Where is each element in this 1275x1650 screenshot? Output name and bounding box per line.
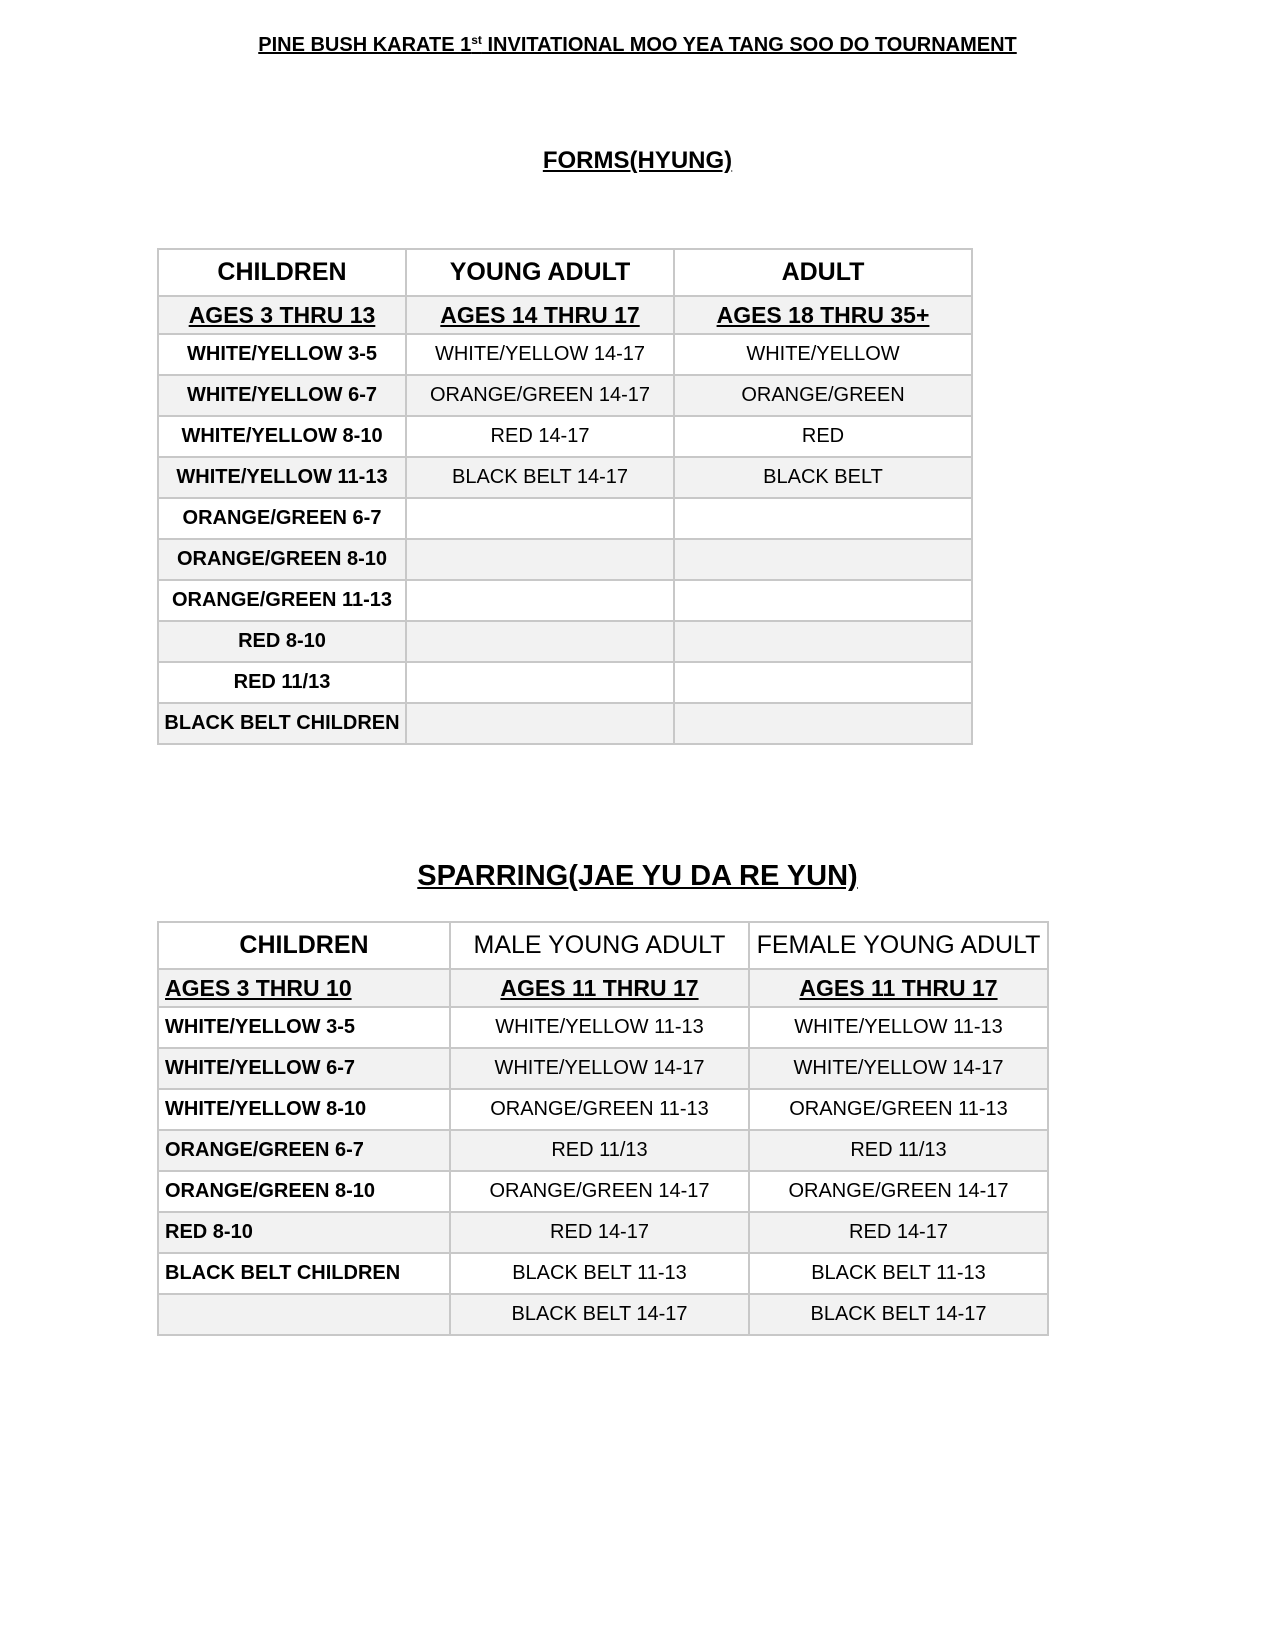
forms-section-title: FORMS(HYUNG) <box>542 147 733 174</box>
forms-division-row <box>158 334 972 375</box>
forms-division-row <box>158 703 972 744</box>
sparring-division-cell: ORANGE/GREEN 14-17 <box>450 1171 749 1212</box>
forms-division-cell: ORANGE/GREEN 8-10 <box>158 539 406 580</box>
forms-ages-row <box>158 296 972 334</box>
sparring-division-cell: WHITE/YELLOW 3-5 <box>158 1007 450 1048</box>
forms-division-cell: BLACK BELT CHILDREN <box>158 703 406 744</box>
sparring-column-header: CHILDREN <box>158 922 450 969</box>
forms-age-range: AGES 14 THRU 17 <box>406 296 674 334</box>
forms-division-cell: BLACK BELT 14-17 <box>406 457 674 498</box>
forms-division-cell: WHITE/YELLOW <box>674 334 972 375</box>
forms-division-cell: WHITE/YELLOW 14-17 <box>406 334 674 375</box>
title-superscript: st <box>471 33 482 47</box>
forms-header-row <box>158 249 972 296</box>
sparring-division-cell: RED 14-17 <box>450 1212 749 1253</box>
document-title <box>0 33 1275 57</box>
sparring-division-cell: BLACK BELT CHILDREN <box>158 1253 450 1294</box>
sparring-division-row <box>158 1253 1048 1294</box>
forms-age-range: AGES 3 THRU 13 <box>158 296 406 334</box>
sparring-table <box>157 921 1049 1336</box>
forms-division-cell <box>674 580 972 621</box>
forms-age-range: AGES 18 THRU 35+ <box>674 296 972 334</box>
sparring-division-row <box>158 1007 1048 1048</box>
sparring-division-cell: BLACK BELT 11-13 <box>749 1253 1048 1294</box>
forms-division-row <box>158 375 972 416</box>
sparring-column-header: FEMALE YOUNG ADULT <box>749 922 1048 969</box>
sparring-division-cell: WHITE/YELLOW 8-10 <box>158 1089 450 1130</box>
sparring-division-cell: BLACK BELT 11-13 <box>450 1253 749 1294</box>
forms-division-cell: ORANGE/GREEN 11-13 <box>158 580 406 621</box>
sparring-division-row <box>158 1294 1048 1335</box>
sparring-division-cell: ORANGE/GREEN 8-10 <box>158 1171 450 1212</box>
forms-division-cell <box>406 498 674 539</box>
sparring-division-cell: BLACK BELT 14-17 <box>450 1294 749 1335</box>
forms-division-cell: RED 11/13 <box>158 662 406 703</box>
sparring-age-range: AGES 11 THRU 17 <box>749 969 1048 1007</box>
sparring-division-row <box>158 1130 1048 1171</box>
forms-division-cell <box>674 662 972 703</box>
sparring-section-title: SPARRING(JAE YU DA RE YUN) <box>417 860 858 892</box>
forms-division-row <box>158 457 972 498</box>
sparring-division-row <box>158 1089 1048 1130</box>
forms-division-row <box>158 662 972 703</box>
forms-division-row <box>158 416 972 457</box>
forms-division-cell: WHITE/YELLOW 6-7 <box>158 375 406 416</box>
forms-division-cell: WHITE/YELLOW 11-13 <box>158 457 406 498</box>
sparring-header-row <box>158 922 1048 969</box>
forms-division-cell <box>406 621 674 662</box>
sparring-division-row <box>158 1048 1048 1089</box>
sparring-division-cell: WHITE/YELLOW 14-17 <box>450 1048 749 1089</box>
forms-division-cell: RED 8-10 <box>158 621 406 662</box>
forms-division-cell <box>406 539 674 580</box>
sparring-division-cell: ORANGE/GREEN 11-13 <box>450 1089 749 1130</box>
forms-division-cell <box>674 498 972 539</box>
forms-division-cell <box>674 703 972 744</box>
sparring-division-cell: BLACK BELT 14-17 <box>749 1294 1048 1335</box>
forms-division-cell: RED <box>674 416 972 457</box>
forms-column-header: YOUNG ADULT <box>406 249 674 296</box>
forms-division-cell <box>674 621 972 662</box>
sparring-division-cell: RED 14-17 <box>749 1212 1048 1253</box>
forms-division-cell: WHITE/YELLOW 8-10 <box>158 416 406 457</box>
title-text: PINE BUSH KARATE 1 <box>258 34 472 56</box>
forms-division-cell <box>406 662 674 703</box>
sparring-division-cell <box>158 1294 450 1335</box>
sparring-division-row <box>158 1212 1048 1253</box>
sparring-division-cell: ORANGE/GREEN 11-13 <box>749 1089 1048 1130</box>
sparring-age-range: AGES 11 THRU 17 <box>450 969 749 1007</box>
forms-division-cell <box>406 580 674 621</box>
forms-division-cell: ORANGE/GREEN 6-7 <box>158 498 406 539</box>
sparring-division-cell: WHITE/YELLOW 6-7 <box>158 1048 450 1089</box>
sparring-age-range: AGES 3 THRU 10 <box>158 969 450 1007</box>
sparring-division-cell: ORANGE/GREEN 14-17 <box>749 1171 1048 1212</box>
sparring-division-row <box>158 1171 1048 1212</box>
forms-column-header: CHILDREN <box>158 249 406 296</box>
sparring-division-cell: WHITE/YELLOW 14-17 <box>749 1048 1048 1089</box>
forms-division-cell: WHITE/YELLOW 3-5 <box>158 334 406 375</box>
forms-division-row <box>158 498 972 539</box>
sparring-division-cell: ORANGE/GREEN 6-7 <box>158 1130 450 1171</box>
title-text-suffix: INVITATIONAL MOO YEA TANG SOO DO TOURNAMENT <box>481 34 1017 56</box>
sparring-column-header: MALE YOUNG ADULT <box>450 922 749 969</box>
sparring-division-cell: WHITE/YELLOW 11-13 <box>450 1007 749 1048</box>
forms-division-cell <box>406 703 674 744</box>
forms-division-row <box>158 621 972 662</box>
sparring-ages-row <box>158 969 1048 1007</box>
sparring-division-cell: RED 11/13 <box>450 1130 749 1171</box>
forms-column-header: ADULT <box>674 249 972 296</box>
sparring-division-cell: RED 11/13 <box>749 1130 1048 1171</box>
forms-division-cell: ORANGE/GREEN 14-17 <box>406 375 674 416</box>
sparring-division-cell: RED 8-10 <box>158 1212 450 1253</box>
forms-division-row <box>158 580 972 621</box>
forms-division-cell <box>674 539 972 580</box>
forms-division-cell: BLACK BELT <box>674 457 972 498</box>
forms-division-cell: ORANGE/GREEN <box>674 375 972 416</box>
forms-division-cell: RED 14-17 <box>406 416 674 457</box>
forms-division-row <box>158 539 972 580</box>
sparring-division-cell: WHITE/YELLOW 11-13 <box>749 1007 1048 1048</box>
forms-table <box>157 248 973 745</box>
